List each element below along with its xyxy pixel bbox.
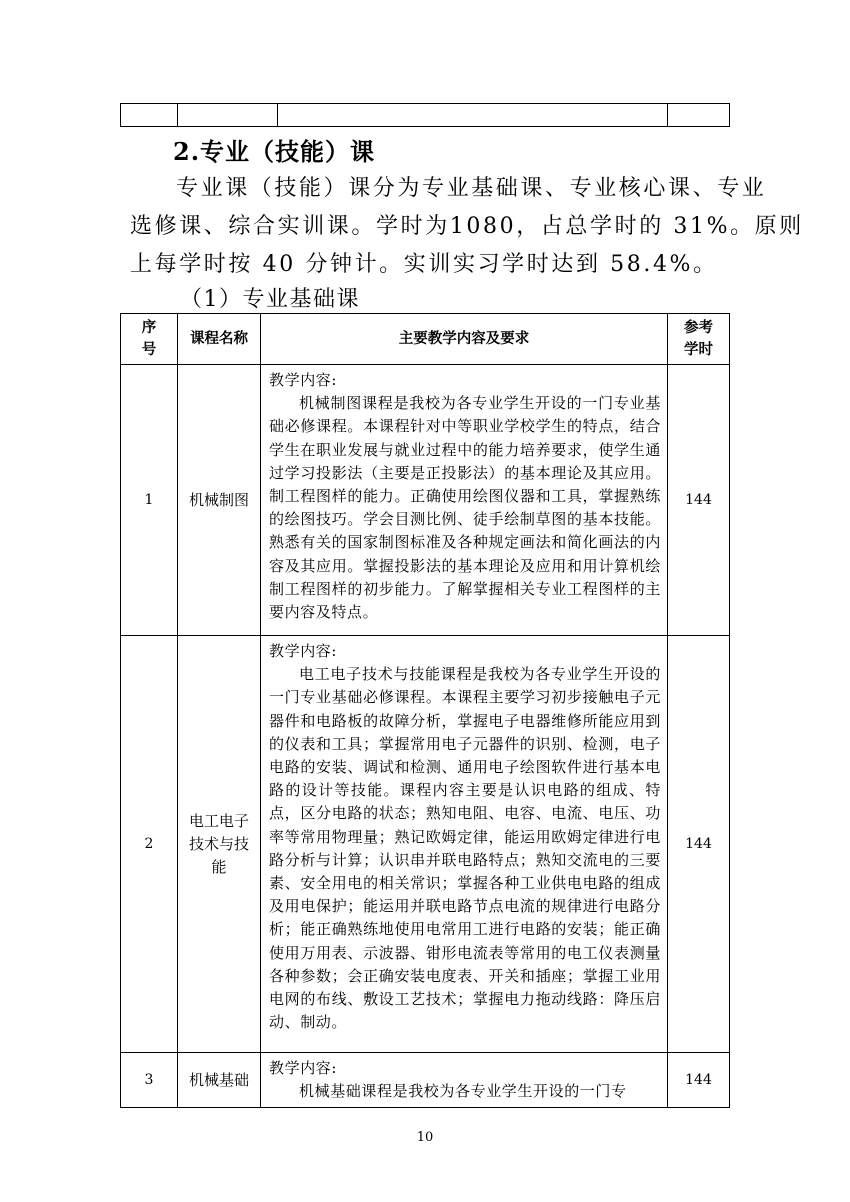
course-hours: 144	[668, 365, 730, 636]
subsection-heading: （1）专业基础课	[180, 287, 360, 312]
header-content: 主要教学内容及要求	[261, 314, 668, 365]
header-hours: 参考学时	[668, 314, 730, 365]
row-index: 1	[121, 365, 178, 636]
table-row	[121, 365, 730, 636]
course-content	[261, 636, 668, 1053]
course-content	[261, 365, 668, 636]
section-heading: 2.专业（技能）课	[173, 137, 376, 166]
content-body: 机械制图课程是我校为各专业学生开设的一门专业基础必修课程。本课程针对中等职业学校学生的特点，结合学生在职业发展与就业过程中的能力培养要求，使学生通过学习投影法（主要是正投影法）的基本理论及其应用。制工程图样的能力。正确使用绘图仪器和工具，掌握熟练的绘图技巧。学会目测比例、徒手绘制草图的基本技能。熟悉有关的国家制图标准及各种规定画法和简化画法的内容及其应用。掌握投影法的基本理论及应用和用计算机绘制工程图样的初步能力。了解掌握相关专业工程图样的主要内容及特点。	[269, 394, 661, 622]
course-table	[120, 313, 730, 1108]
table-cell	[278, 104, 668, 127]
header-index: 序号	[121, 314, 178, 365]
previous-table-tail	[120, 103, 730, 127]
course-hours: 144	[668, 1053, 730, 1108]
content-label: 教学内容:	[269, 371, 338, 389]
course-hours: 144	[668, 636, 730, 1053]
content-body: 电工电子技术与技能课程是我校为各专业学生开设的一门专业基础必修课程。本课程主要学习初步接触电子元器件和电路板的故障分析，掌握电子电器维修所能应用到的仪表和工具；掌握常用电子元器件的识别、检测，电子电路的安装、调试和检测、通用电子绘图软件进行基本电路的设计等技能。课程内容主要是认识电路的组成、特点，区分电路的状态；熟知电阻、电容、电流、电压、功率等常用物理量；熟记欧姆定律，能运用欧姆定律进行电路分析与计算；认识串并联电路特点；熟知交流电的三要素、安全用电的相关常识；掌握各种工业供电电路的组成及用电保护；能运用并联电路节点电流的规律进行电路分析；能正确熟练地使用电常用工进行电路的安装；能正确使用万用表、示波器、钳形电流表等常用的电工仪表测量各种参数；会正确安装电度表、开关和插座；掌握工业用电网的布线、敷设工艺技术；掌握电力拖动线路：降压启动、制动。	[269, 665, 661, 1032]
row-index: 2	[121, 636, 178, 1053]
intro-line: 上每学时按 40 分钟计。实训实习学时达到 58.4%。	[130, 252, 718, 277]
intro-paragraph	[130, 170, 804, 284]
course-content	[261, 1053, 668, 1108]
course-name: 机械制图	[178, 365, 261, 636]
table-cell	[121, 104, 178, 127]
page-number: 10	[416, 1130, 434, 1145]
content-body: 机械基础课程是我校为各专业学生开设的一门专	[299, 1082, 627, 1101]
course-name: 电工电子技术与技能	[178, 636, 261, 1053]
table-cell	[668, 104, 730, 127]
row-index: 3	[121, 1053, 178, 1108]
content-label: 教学内容:	[269, 1059, 338, 1077]
table-row	[121, 636, 730, 1053]
intro-line: 选修课、综合实训课。学时为1080，占总学时的 31%。原则	[130, 214, 804, 239]
intro-line: 专业课（技能）课分为专业基础课、专业核心课、专业	[176, 176, 767, 201]
table-row	[121, 1053, 730, 1108]
table-cell	[178, 104, 278, 127]
header-course-name: 课程名称	[178, 314, 261, 365]
content-label: 教学内容:	[269, 642, 338, 660]
table-header-row	[121, 314, 730, 365]
course-name: 机械基础	[178, 1053, 261, 1108]
